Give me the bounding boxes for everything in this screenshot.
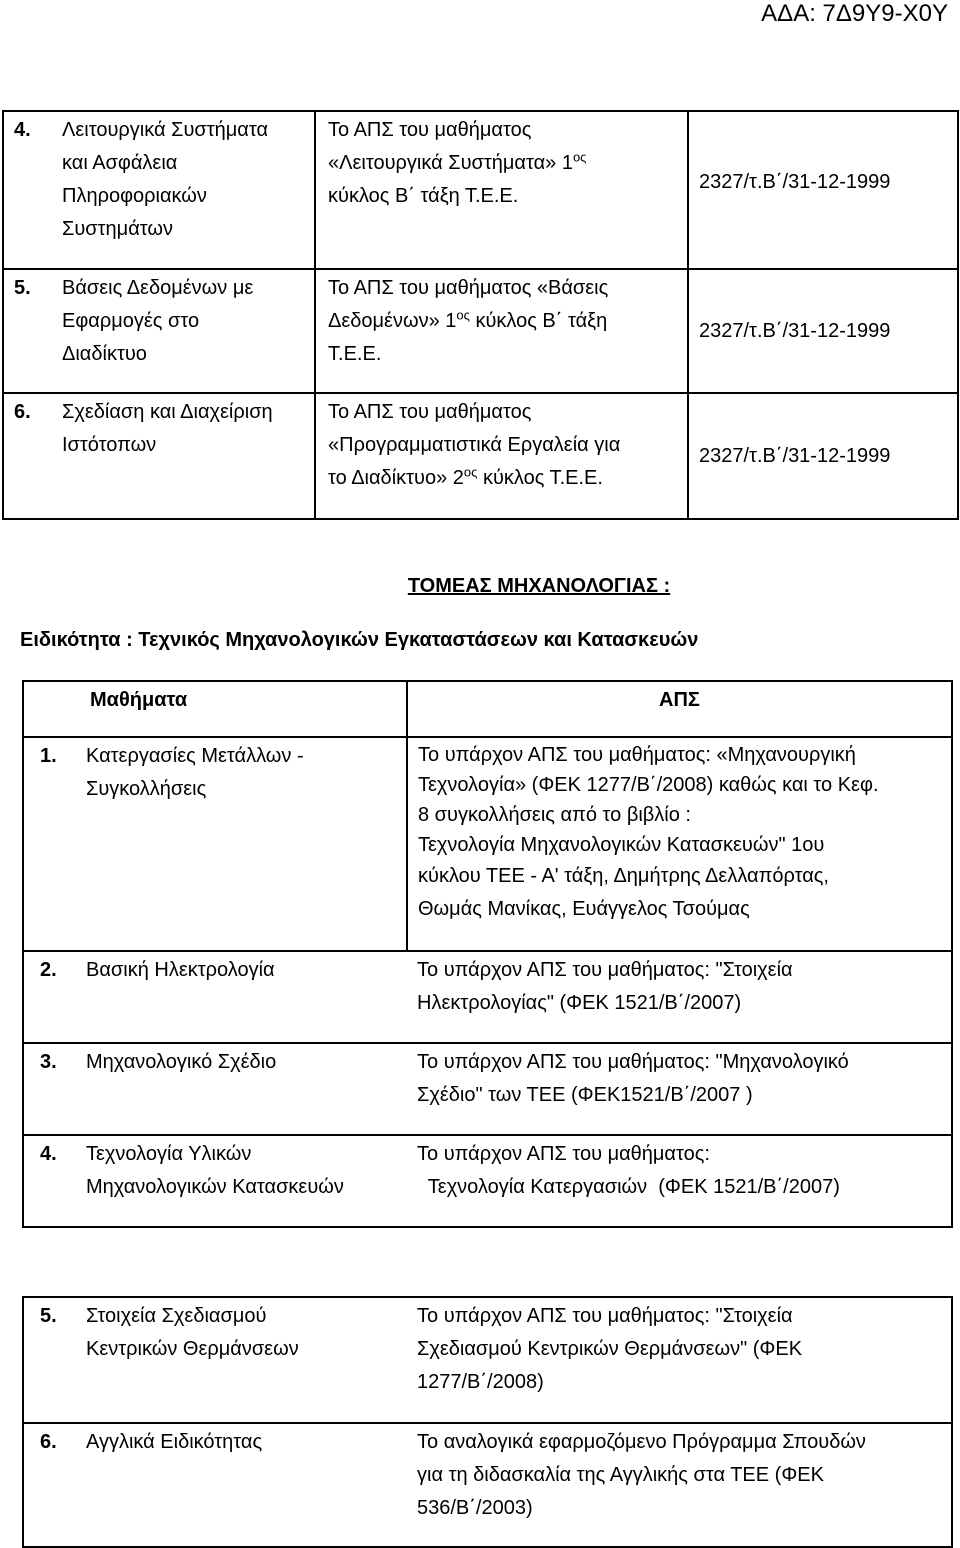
course-name-line: Κατεργασίες Μετάλλων - <box>86 745 304 767</box>
aps-cell <box>407 1297 952 1423</box>
course-name-line: Λειτουργικά Συστήματα <box>62 119 269 141</box>
table-row <box>23 1423 952 1547</box>
aps-line: κύκλος Τ.Ε.Ε. <box>477 467 603 489</box>
course-name-line: και Ασφάλεια <box>62 152 178 174</box>
course-name-line: Ιστότοπων <box>62 434 157 456</box>
course-name-line: Σχεδίαση και Διαχείριση <box>62 401 273 423</box>
aps-line: Το αναλογικά εφαρμοζόμενο Πρόγραμμα Σπουδών <box>417 1431 866 1453</box>
course-name-line: Εφαρμογές στο <box>62 310 200 332</box>
course-name-line: Μηχανολογικό Σχέδιο <box>86 1051 277 1073</box>
aps-line: Σχεδιασμού Κεντρικών Θερμάνσεων" (ΦΕΚ <box>417 1338 803 1360</box>
aps-line: Το υπάρχον ΑΠΣ του μαθήματος: "Στοιχεία <box>417 1305 793 1327</box>
course-cell <box>3 269 315 393</box>
spacer-cell <box>407 1227 952 1297</box>
course-name-line: Βασική Ηλεκτρολογία <box>86 959 275 981</box>
reference-cell <box>688 269 958 393</box>
table-header-row <box>23 681 952 737</box>
aps-cell <box>407 951 952 1043</box>
ordinal-suffix: ος <box>456 307 470 323</box>
aps-line: 1277/Β΄/2008) <box>417 1371 544 1393</box>
specialty-title: Ειδικότητα : Τεχνικός Μηχανολογικών Εγκαταστάσεων και Κατασκευών <box>20 629 699 651</box>
aps-line: Το υπάρχον ΑΠΣ του μαθήματος: <box>417 1143 710 1165</box>
gazette-reference: 2327/τ.Β΄/31-12-1999 <box>699 444 891 467</box>
table-row <box>23 951 952 1043</box>
aps-line: Τεχνολογία» (ΦΕΚ 1277/Β΄/2008) καθώς και το Κεφ. <box>418 774 879 796</box>
course-cell <box>23 1423 407 1547</box>
table-row <box>23 1043 952 1135</box>
aps-cell <box>407 1135 952 1227</box>
aps-line: Το υπάρχον ΑΠΣ του μαθήματος: "Μηχανολογικό <box>417 1051 849 1073</box>
row-number: 4. <box>14 119 31 141</box>
aps-line: Το ΑΠΣ του μαθήματος «Βάσεις <box>328 277 609 299</box>
row-number: 5. <box>14 277 31 299</box>
aps-cell <box>407 1423 952 1547</box>
table-row <box>3 393 958 519</box>
aps-header: ΑΠΣ <box>407 681 952 737</box>
aps-line: το Διαδίκτυο» 2 <box>328 467 464 489</box>
course-name-line: Πληροφοριακών <box>62 185 207 207</box>
courses-header: Μαθήματα <box>23 681 407 737</box>
course-name-line: Αγγλικά Ειδικότητας <box>86 1431 263 1453</box>
row-number: 5. <box>40 1305 57 1327</box>
aps-line: «Λειτουργικά Συστήματα» 1 <box>328 152 573 174</box>
aps-line: Το υπάρχον ΑΠΣ του μαθήματος: "Στοιχεία <box>417 959 793 981</box>
aps-line: κύκλος Β΄ τάξη Τ.Ε.Ε. <box>328 185 519 207</box>
course-name-line: Συστημάτων <box>62 218 173 240</box>
course-cell <box>23 1135 407 1227</box>
aps-cell <box>407 1043 952 1135</box>
row-number: 6. <box>14 401 31 423</box>
ada-code: ΑΔΑ: 7Δ9Υ9-Χ0Υ <box>761 0 948 27</box>
course-name-line: Στοιχεία Σχεδιασμού <box>86 1305 267 1327</box>
aps-line: Τ.Ε.Ε. <box>328 343 382 365</box>
aps-cell <box>315 393 688 519</box>
course-name-line: Κεντρικών Θερμάνσεων <box>86 1338 299 1360</box>
aps-line: Το ΑΠΣ του μαθήματος <box>328 401 532 423</box>
table-row <box>23 1297 952 1423</box>
aps-line: Τεχνολογία Μηχανολογικών Κατασκευών" 1ου <box>418 834 825 856</box>
course-name-line: Διαδίκτυο <box>62 343 147 365</box>
aps-line: για τη διδασκαλία της Αγγλικής στα ΤΕΕ (ΦΕΚ <box>417 1464 824 1486</box>
aps-line: Το ΑΠΣ του μαθήματος <box>328 119 532 141</box>
aps-line: 536/Β΄/2003) <box>417 1497 533 1519</box>
aps-cell <box>407 737 952 951</box>
table-row <box>23 1135 952 1227</box>
row-number: 6. <box>40 1431 57 1453</box>
curriculum-table-upper <box>2 110 959 520</box>
row-number: 2. <box>40 959 57 981</box>
aps-line: κύκλος Β΄ τάξη <box>469 310 608 332</box>
sector-heading: ΤΟΜΕΑΣ ΜΗΧΑΝΟΛΟΓΙΑΣ : <box>407 575 671 597</box>
course-name-line: Μηχανολογικών Κατασκευών <box>86 1176 344 1198</box>
course-cell <box>3 111 315 269</box>
reference-cell <box>688 111 958 269</box>
aps-line: Δεδομένων» 1 <box>328 310 457 332</box>
spacer-cell <box>23 1227 407 1297</box>
course-name-line: Τεχνολογία Υλικών <box>86 1143 252 1165</box>
aps-line: Σχέδιο" των ΤΕΕ (ΦΕΚ1521/Β΄/2007 ) <box>417 1084 753 1106</box>
aps-line: Τεχνολογία Κατεργασιών (ΦΕΚ 1521/Β΄/2007) <box>417 1176 840 1198</box>
table-row <box>3 269 958 393</box>
table-row <box>23 737 952 951</box>
gazette-reference: 2327/τ.Β΄/31-12-1999 <box>699 319 891 342</box>
aps-line: Θωμάς Μανίκας, Ευάγγελος Τσούμας <box>418 898 750 920</box>
aps-line: «Προγραμματιστικά Εργαλεία για <box>328 434 621 456</box>
gazette-reference: 2327/τ.Β΄/31-12-1999 <box>699 171 891 193</box>
table-row <box>3 111 958 269</box>
reference-cell <box>688 393 958 519</box>
table-spacer-row <box>23 1227 952 1297</box>
course-name-line: Συγκολλήσεις <box>86 778 207 800</box>
aps-line: 8 συγκολλήσεις από το βιβλίο : <box>418 804 691 826</box>
course-cell <box>23 1043 407 1135</box>
row-number: 1. <box>40 745 57 767</box>
ordinal-suffix: ος <box>572 149 587 165</box>
aps-line: Το υπάρχον ΑΠΣ του μαθήματος: «Μηχανουργική <box>418 744 856 766</box>
course-cell <box>3 393 315 519</box>
row-number: 4. <box>40 1143 57 1165</box>
aps-cell <box>315 111 688 269</box>
aps-line: Ηλεκτρολογίας" (ΦΕΚ 1521/Β΄/2007) <box>417 992 742 1014</box>
aps-cell <box>315 269 688 393</box>
course-cell <box>23 1297 407 1423</box>
row-number: 3. <box>40 1051 57 1073</box>
course-cell <box>23 737 407 951</box>
ordinal-suffix: ος <box>463 464 478 480</box>
aps-line: κύκλου ΤΕΕ - Α' τάξη, Δημήτρης Δελλαπόρτας, <box>418 865 829 887</box>
course-cell <box>23 951 407 1043</box>
course-name-line: Βάσεις Δεδομένων με <box>62 277 254 299</box>
curriculum-table-mechanical <box>22 680 953 1548</box>
